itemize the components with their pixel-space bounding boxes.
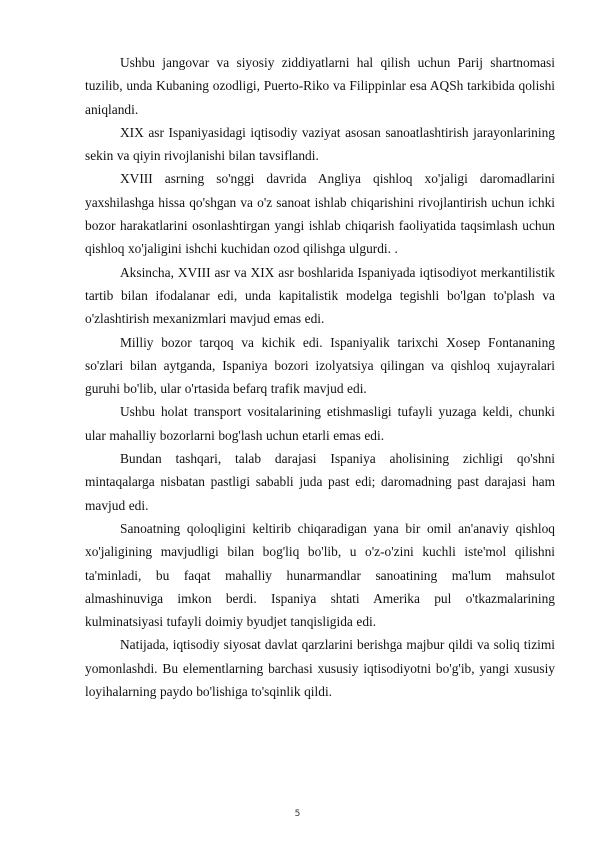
paragraph: Ushbu holat transport vositalarining etishmasligi tufayli yuzaga keldi, chunki ular mahalliy bozorlarni bog'lash uchun etarli emas edi.: [85, 404, 555, 443]
paragraph: Ushbu jangovar va siyosiy ziddiyatlarni hal qilish uchun Parij shartnomasi tuzilib, unda Kubaning ozodligi, Puerto-Riko va Filippinlar esa AQSh tarkibida qolishi aniqlandi.: [85, 55, 555, 117]
paragraph: XVIII asrning so'nggi davrida Angliya qishloq xo'jaligi daromadlarini yaxshilashga hissa qo'shgan va o'z sanoat ishlab chiqarishini rivojlantirish uchun ichki bozor harakatlarini osonlashtirgan yangi ishlab chiqarish faoliyatida taqsimlash uchun qishloq xo'jaligini ishchi kuchidan ozod qilishga ulgurdi. .: [85, 171, 555, 257]
page-number: 5: [294, 809, 301, 819]
paragraph: Milliy bozor tarqoq va kichik edi. Ispaniyalik tarixchi Xosep Fontananing so'zlari bilan aytganda, Ispaniya bozori izolyatsiya qilingan va qishloq xujayralari guruhi bo'lib, ular o'rtasida befarq trafik mavjud edi.: [85, 334, 555, 397]
paragraph: Bundan tashqari, talab darajasi Ispaniya aholisining zichligi qo'shni mintaqalarga nisbatan pastligi sababli juda past edi; daromadning past darajasi ham mavjud edi.: [85, 451, 555, 513]
paragraph: Sanoatning qoloqligini keltirib chiqaradigan yana bir omil an'anaviy qishloq xo'jaligining mavjudligi bilan bog'liq bo'lib, u o'z-o'zini kuchli iste'mol qilishni ta'minladi, bu faqat mahalliy hunarmandlar sanoatining ma'lum mahsulot almashinuviga imkon berdi. Ispaniya shtati Amerika pul o'tkazmalarining kulminatsiyasi tufayli doimiy byudjet tanqisligida edi.: [85, 520, 555, 630]
paragraph: Aksincha, XVIII asr va XIX asr boshlarida Ispaniyada iqtisodiyot merkantilistik tartib bilan ifodalanar edi, unda kapitalistik modelga tegishli bo'lgan to'plash va o'zlashtirish mexanizmlari mavjud emas edi.: [85, 264, 555, 327]
document-body: [85, 51, 555, 703]
paragraph: XIX asr Ispaniyasidagi iqtisodiy vaziyat asosan sanoatlashtirish jarayonlarining sekin va qiyin rivojlanishi bilan tavsiflandi.: [85, 124, 555, 164]
paragraph: Natijada, iqtisodiy siyosat davlat qarzlarini berishga majbur qildi va soliq tizimi yomonlashdi. Bu elementlarning barchasi xususiy iqtisodiyotni bo'g'ib, yangi xususiy loyihalarning paydo bo'lishiga to'sqinlik qildi.: [85, 637, 555, 700]
